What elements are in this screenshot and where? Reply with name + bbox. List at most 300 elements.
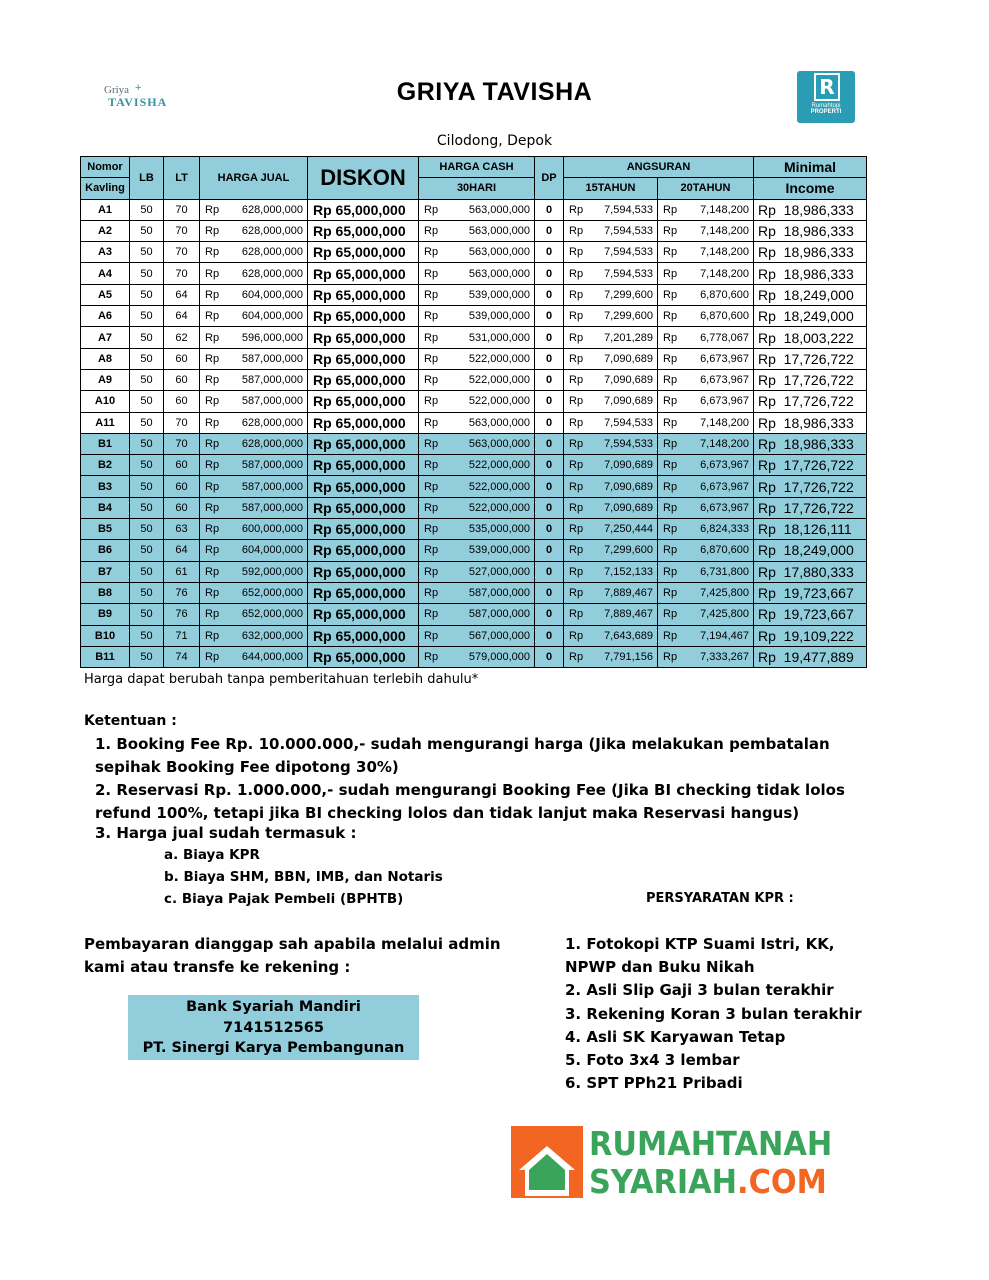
brand-line-2-suffix: .COM [737, 1162, 827, 1201]
table-row [81, 455, 867, 476]
cell-20tahun-value: 6,778,067 [700, 331, 749, 344]
cell-15tahun [564, 433, 658, 454]
rp-label: Rp [205, 459, 220, 472]
cell-harga-jual-value: 632,000,000 [241, 629, 303, 642]
cell-kavling: B4 [81, 497, 130, 518]
header-income: Income [754, 178, 867, 199]
rp-label: Rp [663, 565, 678, 578]
cell-15tahun [564, 604, 658, 625]
cell-kavling: A4 [81, 263, 130, 284]
cell-lb: 50 [130, 348, 164, 369]
cell-lt: 70 [164, 433, 200, 454]
cell-lt: 71 [164, 625, 200, 646]
cell-dp: 0 [535, 242, 564, 263]
cell-minimal-income-value: Rp 18,249,000 [758, 308, 854, 325]
rp-label: Rp [424, 331, 439, 344]
rp-label: Rp [569, 288, 584, 301]
cell-harga-cash [419, 242, 535, 263]
cell-harga-jual [200, 199, 308, 220]
rp-label: Rp [205, 438, 220, 450]
rp-label: Rp [569, 246, 584, 259]
cell-harga-jual [200, 519, 308, 540]
rp-label: Rp [569, 331, 584, 344]
rp-label: Rp [663, 331, 678, 344]
cell-lt: 61 [164, 561, 200, 582]
bank-account: 7141512565 [223, 1019, 324, 1036]
cell-kavling: A2 [81, 220, 130, 241]
rp-label: Rp [663, 310, 678, 323]
cell-harga-jual [200, 348, 308, 369]
rp-label: Rp [205, 544, 220, 557]
cell-harga-jual [200, 306, 308, 327]
rp-label: Rp [205, 587, 220, 600]
rp-label: Rp [569, 225, 584, 238]
cell-minimal-income-value: Rp 18,986,333 [758, 414, 854, 431]
rp-label: Rp [569, 608, 584, 621]
ketentuan-sub-c: c. Biaya Pajak Pembeli (BPHTB) [164, 891, 404, 907]
cell-dp: 0 [535, 369, 564, 390]
cell-dp: 0 [535, 348, 564, 369]
cell-20tahun-value: 7,148,200 [700, 246, 749, 259]
cell-20tahun [658, 625, 754, 646]
rp-label: Rp [663, 374, 678, 387]
cell-lb: 50 [130, 540, 164, 561]
cell-lt: 60 [164, 497, 200, 518]
rp-label: Rp [424, 246, 439, 259]
table-row [81, 220, 867, 241]
ketentuan-item-3: 3. Harga jual sudah termasuk : [95, 824, 357, 842]
cell-harga-jual [200, 327, 308, 348]
rp-label: Rp [569, 501, 584, 514]
rp-label: Rp [205, 480, 220, 493]
kpr-item: 6. SPT PPh21 Pribadi [565, 1074, 743, 1093]
cell-minimal-income [754, 220, 867, 241]
house-icon [509, 1124, 585, 1200]
ketentuan-sub-a: a. Biaya KPR [164, 847, 260, 863]
header-lb: LB [130, 157, 164, 200]
cell-kavling: A9 [81, 369, 130, 390]
cell-kavling: B6 [81, 540, 130, 561]
cell-kavling: B3 [81, 476, 130, 497]
rp-label: Rp [569, 310, 584, 323]
cell-15tahun-value: 7,090,689 [604, 501, 653, 514]
rp-label: Rp [424, 225, 439, 238]
cell-minimal-income [754, 497, 867, 518]
logo-left-bottom: TAVISHA [108, 95, 168, 109]
rp-label: Rp [663, 650, 678, 663]
cell-lt: 70 [164, 242, 200, 263]
cell-dp: 0 [535, 625, 564, 646]
cell-minimal-income [754, 582, 867, 603]
rp-label: Rp [663, 438, 678, 450]
cell-dp: 0 [535, 497, 564, 518]
rp-label: Rp [424, 203, 439, 216]
cell-harga-cash [419, 582, 535, 603]
cell-minimal-income [754, 263, 867, 284]
cell-20tahun [658, 263, 754, 284]
bank-holder: PT. Sinergi Karya Pembangunan [142, 1040, 405, 1056]
cell-15tahun [564, 646, 658, 667]
cell-minimal-income [754, 412, 867, 433]
rp-label: Rp [663, 288, 678, 301]
rp-label: Rp [663, 608, 678, 621]
cell-minimal-income [754, 348, 867, 369]
cell-lt: 70 [164, 263, 200, 284]
rp-label: Rp [569, 416, 584, 429]
cell-20tahun [658, 433, 754, 454]
cell-lb: 50 [130, 306, 164, 327]
rp-label: Rp [569, 629, 584, 642]
cell-harga-cash-value: 522,000,000 [468, 395, 530, 408]
cell-20tahun [658, 348, 754, 369]
cell-kavling: A5 [81, 284, 130, 305]
cell-harga-jual [200, 497, 308, 518]
rp-label: Rp [663, 544, 678, 557]
table-row [81, 284, 867, 305]
table-row [81, 199, 867, 220]
cell-harga-jual-value: 628,000,000 [241, 438, 303, 450]
cell-harga-jual-value: 587,000,000 [241, 352, 303, 365]
cell-15tahun [564, 582, 658, 603]
cell-minimal-income [754, 540, 867, 561]
cell-lb: 50 [130, 519, 164, 540]
cell-minimal-income-value: Rp 18,986,333 [758, 244, 854, 261]
cell-lb: 50 [130, 476, 164, 497]
rp-label: Rp [205, 650, 220, 663]
cell-20tahun-value: 6,824,333 [700, 523, 749, 536]
header-lt: LT [164, 157, 200, 200]
cell-kavling: A11 [81, 412, 130, 433]
rp-label: Rp [424, 288, 439, 301]
cell-lb: 50 [130, 625, 164, 646]
rp-label: Rp [663, 246, 678, 259]
cell-20tahun [658, 646, 754, 667]
cell-diskon: Rp 65,000,000 [308, 433, 419, 454]
cell-dp: 0 [535, 263, 564, 284]
rp-label: Rp [205, 267, 220, 280]
cell-15tahun [564, 369, 658, 390]
cell-lt: 60 [164, 391, 200, 412]
cell-minimal-income-value: Rp 18,249,000 [758, 286, 854, 303]
cell-15tahun [564, 391, 658, 412]
cell-minimal-income-value: Rp 17,726,722 [758, 499, 854, 516]
cell-15tahun-value: 7,090,689 [604, 374, 653, 387]
cell-harga-cash [419, 348, 535, 369]
header-angsuran: ANGSURAN [564, 157, 754, 178]
header-harga-cash: HARGA CASH [419, 157, 535, 178]
bank-name: Bank Syariah Mandiri [186, 999, 361, 1015]
cell-minimal-income-value: Rp 19,109,222 [758, 627, 854, 644]
cell-15tahun [564, 242, 658, 263]
cell-diskon: Rp 65,000,000 [308, 263, 419, 284]
header-harga-jual: HARGA JUAL [200, 157, 308, 200]
cell-lb: 50 [130, 242, 164, 263]
header-diskon: DISKON [308, 157, 419, 200]
cell-20tahun [658, 455, 754, 476]
cell-harga-cash-value: 522,000,000 [468, 459, 530, 472]
header-15tahun: 15TAHUN [564, 178, 658, 199]
table-row [81, 263, 867, 284]
cell-dp: 0 [535, 519, 564, 540]
cell-20tahun-value: 7,148,200 [700, 416, 749, 429]
cell-kavling: A10 [81, 391, 130, 412]
cell-20tahun [658, 369, 754, 390]
cell-minimal-income [754, 391, 867, 412]
cell-15tahun [564, 263, 658, 284]
kpr-item: 2. Asli Slip Gaji 3 bulan terakhir [565, 981, 834, 1000]
cell-harga-cash-value: 567,000,000 [468, 629, 530, 642]
rp-label: Rp [424, 352, 439, 365]
cell-minimal-income-value: Rp 19,477,889 [758, 648, 854, 665]
cell-minimal-income-value: Rp 17,726,722 [758, 350, 854, 367]
logo-right-top: Rumahtopi [811, 103, 841, 109]
rp-label: Rp [663, 459, 678, 472]
cell-harga-cash [419, 199, 535, 220]
cell-harga-cash-value: 579,000,000 [468, 650, 530, 663]
price-table-body [81, 199, 867, 668]
cell-minimal-income [754, 604, 867, 625]
cell-kavling: A7 [81, 327, 130, 348]
cell-minimal-income-value: Rp 18,126,111 [758, 521, 852, 538]
cell-15tahun [564, 284, 658, 305]
cell-15tahun [564, 625, 658, 646]
cell-dp: 0 [535, 582, 564, 603]
cell-diskon: Rp 65,000,000 [308, 455, 419, 476]
cell-minimal-income [754, 433, 867, 454]
rp-label: Rp [569, 480, 584, 493]
table-row [81, 348, 867, 369]
cell-15tahun-value: 7,090,689 [604, 352, 653, 365]
cell-minimal-income [754, 561, 867, 582]
header-20tahun: 20TAHUN [658, 178, 754, 199]
cell-15tahun-value: 7,299,600 [604, 288, 653, 301]
cell-lb: 50 [130, 391, 164, 412]
cell-dp: 0 [535, 284, 564, 305]
cell-harga-cash-value: 563,000,000 [468, 438, 530, 450]
cell-lt: 76 [164, 604, 200, 625]
cell-15tahun [564, 412, 658, 433]
cell-15tahun [564, 540, 658, 561]
cell-harga-jual-value: 587,000,000 [241, 480, 303, 493]
cell-minimal-income-value: Rp 17,726,722 [758, 393, 854, 410]
rp-label: Rp [424, 587, 439, 600]
cell-lt: 64 [164, 284, 200, 305]
cell-lt: 70 [164, 199, 200, 220]
table-row [81, 646, 867, 667]
cell-harga-jual-value: 652,000,000 [241, 608, 303, 621]
cell-minimal-income-value: Rp 17,726,722 [758, 372, 854, 389]
ketentuan-heading: Ketentuan : [84, 713, 177, 729]
table-row [81, 306, 867, 327]
rp-label: Rp [205, 225, 220, 238]
cell-15tahun-value: 7,201,289 [604, 331, 653, 344]
cell-harga-jual-value: 604,000,000 [241, 288, 303, 301]
table-row [81, 519, 867, 540]
rp-label: Rp [663, 523, 678, 536]
cell-lt: 60 [164, 455, 200, 476]
table-row [81, 561, 867, 582]
kpr-item: 1. Fotokopi KTP Suami Istri, KK, NPWP dan Buku Nikah [565, 935, 835, 977]
cell-harga-jual [200, 540, 308, 561]
cell-harga-jual-value: 587,000,000 [241, 501, 303, 514]
cell-15tahun-value: 7,250,444 [604, 523, 653, 536]
cell-lb: 50 [130, 455, 164, 476]
cell-15tahun-value: 7,594,533 [604, 203, 653, 216]
cell-diskon: Rp 65,000,000 [308, 306, 419, 327]
table-row [81, 369, 867, 390]
cell-dp: 0 [535, 455, 564, 476]
cell-dp: 0 [535, 561, 564, 582]
brand-line-1: RUMAHTANAH [589, 1124, 833, 1163]
rp-label: Rp [205, 629, 220, 642]
cell-harga-jual [200, 561, 308, 582]
rp-label: Rp [663, 480, 678, 493]
cell-20tahun-value: 6,870,600 [700, 310, 749, 323]
cell-minimal-income [754, 199, 867, 220]
cell-kavling: A8 [81, 348, 130, 369]
table-row [81, 433, 867, 454]
cell-harga-jual-value: 587,000,000 [241, 374, 303, 387]
cell-harga-jual [200, 476, 308, 497]
rp-label: Rp [424, 438, 439, 450]
rp-label: Rp [205, 246, 220, 259]
rp-label: Rp [569, 587, 584, 600]
rp-label: Rp [424, 501, 439, 514]
cell-harga-cash [419, 327, 535, 348]
rp-label: Rp [424, 629, 439, 642]
cell-diskon: Rp 65,000,000 [308, 540, 419, 561]
cell-lt: 64 [164, 540, 200, 561]
table-row [81, 476, 867, 497]
rp-label: Rp [569, 565, 584, 578]
cell-lt: 64 [164, 306, 200, 327]
cell-15tahun-value: 7,594,533 [604, 416, 653, 429]
cell-harga-jual [200, 412, 308, 433]
table-row [81, 391, 867, 412]
cell-kavling: B11 [81, 646, 130, 667]
cell-15tahun [564, 306, 658, 327]
cell-20tahun [658, 412, 754, 433]
rp-label: Rp [205, 501, 220, 514]
cell-harga-jual-value: 604,000,000 [241, 310, 303, 323]
cell-minimal-income [754, 476, 867, 497]
header-dp: DP [535, 157, 564, 200]
cell-diskon: Rp 65,000,000 [308, 625, 419, 646]
rp-label: Rp [205, 310, 220, 323]
price-table [80, 156, 867, 668]
cell-lt: 62 [164, 327, 200, 348]
cell-15tahun-value: 7,594,533 [604, 438, 653, 450]
page-title: GRIYA TAVISHA [396, 78, 593, 106]
rp-label: Rp [663, 225, 678, 238]
cell-harga-cash [419, 604, 535, 625]
rp-label: Rp [663, 416, 678, 429]
cell-20tahun-value: 7,425,800 [700, 608, 749, 621]
cell-lb: 50 [130, 284, 164, 305]
rp-label: Rp [663, 501, 678, 514]
header-30hari: 30HARI [419, 178, 535, 199]
rp-label: Rp [569, 459, 584, 472]
rp-label: Rp [569, 523, 584, 536]
cell-harga-cash [419, 412, 535, 433]
cell-dp: 0 [535, 604, 564, 625]
cell-lb: 50 [130, 263, 164, 284]
cell-20tahun-value: 7,148,200 [700, 225, 749, 238]
cell-dp: 0 [535, 391, 564, 412]
cell-dp: 0 [535, 540, 564, 561]
cell-15tahun [564, 519, 658, 540]
cell-harga-cash [419, 625, 535, 646]
rp-label: Rp [569, 438, 584, 450]
cell-15tahun-value: 7,090,689 [604, 459, 653, 472]
cell-harga-cash-value: 563,000,000 [468, 225, 530, 238]
cell-lt: 63 [164, 519, 200, 540]
cell-diskon: Rp 65,000,000 [308, 476, 419, 497]
cell-20tahun-value: 7,148,200 [700, 203, 749, 216]
cell-harga-cash-value: 531,000,000 [468, 331, 530, 344]
cell-harga-cash-value: 563,000,000 [468, 267, 530, 280]
cell-kavling: B1 [81, 433, 130, 454]
rp-label: Rp [663, 587, 678, 600]
rp-label: Rp [424, 459, 439, 472]
cell-diskon: Rp 65,000,000 [308, 348, 419, 369]
cell-minimal-income [754, 646, 867, 667]
cell-kavling: B8 [81, 582, 130, 603]
rp-label: Rp [205, 523, 220, 536]
cell-20tahun [658, 306, 754, 327]
ketentuan-sub-b: b. Biaya SHM, BBN, IMB, dan Notaris [164, 869, 443, 885]
cell-harga-cash [419, 433, 535, 454]
payment-text: Pembayaran dianggap sah apabila melalui admin kami atau transfe ke rekening : [84, 935, 501, 976]
cell-harga-cash [419, 540, 535, 561]
rp-label: Rp [205, 395, 220, 408]
cell-15tahun-value: 7,090,689 [604, 395, 653, 408]
header-kavling: Kavling [81, 178, 130, 199]
kpr-item: 5. Foto 3x4 3 lembar [565, 1051, 740, 1070]
cell-lt: 70 [164, 220, 200, 241]
cell-harga-cash-value: 563,000,000 [468, 416, 530, 429]
cell-harga-cash [419, 519, 535, 540]
cell-20tahun-value: 7,148,200 [700, 267, 749, 280]
cell-20tahun-value: 6,673,967 [700, 480, 749, 493]
cell-harga-jual [200, 391, 308, 412]
cell-lb: 50 [130, 412, 164, 433]
rp-label: Rp [663, 352, 678, 365]
cell-dp: 0 [535, 306, 564, 327]
rp-label: Rp [205, 565, 220, 578]
cell-kavling: A3 [81, 242, 130, 263]
cell-harga-cash-value: 522,000,000 [468, 480, 530, 493]
header-nomor: Nomor [81, 157, 130, 178]
cell-kavling: A1 [81, 199, 130, 220]
bank-box [128, 995, 419, 1060]
cell-lt: 60 [164, 369, 200, 390]
cell-lb: 50 [130, 561, 164, 582]
cell-minimal-income-value: Rp 18,249,000 [758, 542, 854, 559]
cell-20tahun-value: 6,731,800 [700, 565, 749, 578]
logo-plus-icon: + [135, 82, 142, 94]
cell-harga-cash [419, 646, 535, 667]
ketentuan-item-2: 2. Reservasi Rp. 1.000.000,- sudah mengurangi Booking Fee (Jika BI checking tidak lolos refund 100%, tetapi jika BI checking lolos dan tidak lanjut maka Reservasi hangus) [95, 781, 845, 822]
cell-kavling: B10 [81, 625, 130, 646]
cell-15tahun [564, 199, 658, 220]
cell-harga-cash [419, 369, 535, 390]
cell-15tahun-value: 7,152,133 [604, 565, 653, 578]
cell-harga-jual [200, 604, 308, 625]
cell-minimal-income [754, 242, 867, 263]
cell-diskon: Rp 65,000,000 [308, 582, 419, 603]
cell-harga-jual-value: 628,000,000 [241, 267, 303, 280]
